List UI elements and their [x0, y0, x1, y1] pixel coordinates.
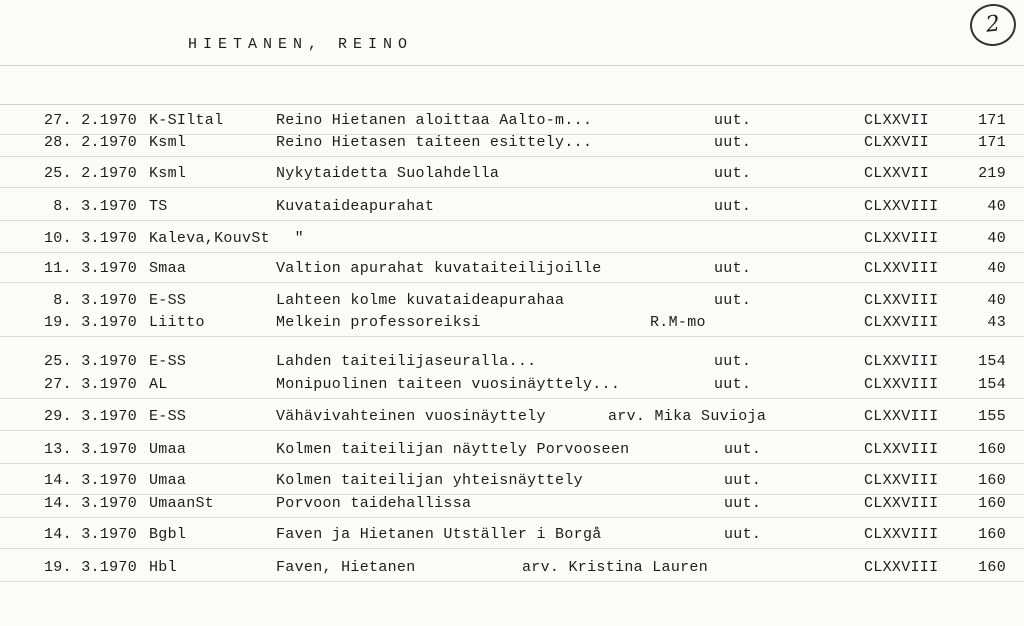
page-cell: 40 — [987, 260, 1006, 277]
newspaper-cell: Liitto — [149, 314, 205, 331]
row-rule — [0, 282, 1024, 283]
table-row — [0, 313, 1024, 335]
newspaper-cell: K-SIltal — [149, 112, 224, 129]
note-cell: uut. — [714, 292, 752, 309]
table-row — [0, 229, 1024, 251]
article-title-cell: Porvoon taidehallissa — [276, 495, 472, 512]
page-cell: 43 — [987, 314, 1006, 331]
note-cell: uut. — [724, 526, 762, 543]
volume-cell: CLXXVIII — [864, 376, 939, 393]
newspaper-cell: Ksml — [149, 134, 187, 151]
newspaper-cell: UmaanSt — [149, 495, 215, 512]
volume-cell: CLXXVIII — [864, 353, 939, 370]
row-rule — [0, 252, 1024, 253]
newspaper-cell: Ksml — [149, 165, 187, 182]
article-title-cell: Vähävivahteinen vuosinäyttely — [276, 408, 546, 425]
note-cell: uut. — [714, 165, 752, 182]
page-cell: 160 — [978, 441, 1006, 458]
page-cell: 40 — [987, 198, 1006, 215]
date-cell: 28. 2.1970 — [43, 134, 137, 151]
volume-cell: CLXXVIII — [864, 495, 939, 512]
page-number-mark: 2 — [968, 2, 1018, 49]
date-cell: 14. 3.1970 — [43, 472, 137, 489]
note-cell: uut. — [724, 495, 762, 512]
table-top-rule — [0, 104, 1024, 105]
date-cell: 29. 3.1970 — [43, 408, 137, 425]
volume-cell: CLXXVIII — [864, 559, 939, 576]
page-cell: 155 — [978, 408, 1006, 425]
header-rule — [0, 65, 1024, 66]
date-cell: 25. 2.1970 — [43, 165, 137, 182]
volume-cell: CLXXVIII — [864, 441, 939, 458]
table-row — [0, 494, 1024, 516]
card-header-name: HIETANEN, REINO — [188, 36, 414, 53]
row-rule — [0, 398, 1024, 399]
table-row — [0, 291, 1024, 313]
newspaper-cell: Umaa — [149, 472, 187, 489]
table-row — [0, 164, 1024, 186]
volume-cell: CLXXVIII — [864, 230, 939, 247]
article-title-cell: Faven ja Hietanen Utställer i Borgå — [276, 526, 602, 543]
table-row — [0, 558, 1024, 580]
table-row — [0, 525, 1024, 547]
date-cell: 27. 2.1970 — [43, 112, 137, 129]
volume-cell: CLXXVIII — [864, 408, 939, 425]
article-title-cell: Lahteen kolme kuvataideapurahaa — [276, 292, 565, 309]
article-title-cell: Lahden taiteilijaseuralla... — [276, 353, 537, 370]
date-cell: 8. 3.1970 — [53, 292, 137, 309]
page-cell: 160 — [978, 472, 1006, 489]
page-cell: 160 — [978, 526, 1006, 543]
date-cell: 19. 3.1970 — [43, 559, 137, 576]
article-title-cell: Nykytaidetta Suolahdella — [276, 165, 500, 182]
article-title-cell: Kolmen taiteilijan yhteisnäyttely — [276, 472, 583, 489]
row-rule — [0, 463, 1024, 464]
page-cell: 219 — [978, 165, 1006, 182]
newspaper-cell: E-SS — [149, 353, 187, 370]
volume-cell: CLXXVIII — [864, 314, 939, 331]
note-cell: uut. — [714, 260, 752, 277]
article-title-cell: Faven, Hietanen — [276, 559, 416, 576]
page-cell: 160 — [978, 495, 1006, 512]
page-cell: 40 — [987, 292, 1006, 309]
article-title-cell: Reino Hietasen taiteen esittely... — [276, 134, 593, 151]
note-cell: uut. — [714, 376, 752, 393]
row-rule — [0, 336, 1024, 337]
table-row — [0, 197, 1024, 219]
article-title-cell: Valtion apurahat kuvataiteilijoille — [276, 260, 602, 277]
table-row — [0, 407, 1024, 429]
date-cell: 27. 3.1970 — [43, 376, 137, 393]
date-cell: 11. 3.1970 — [43, 260, 137, 277]
page-cell: 40 — [987, 230, 1006, 247]
note-cell: uut. — [714, 134, 752, 151]
table-row — [0, 133, 1024, 155]
volume-cell: CLXXVII — [864, 134, 930, 151]
row-rule — [0, 430, 1024, 431]
row-rule — [0, 156, 1024, 157]
page-cell: 160 — [978, 559, 1006, 576]
newspaper-cell: Hbl — [149, 559, 177, 576]
article-title-cell: Reino Hietanen aloittaa Aalto-m... — [276, 112, 593, 129]
page-cell: 154 — [978, 376, 1006, 393]
note-cell: arv. Kristina Lauren — [522, 559, 709, 576]
table-row — [0, 440, 1024, 462]
newspaper-cell: Bgbl — [149, 526, 187, 543]
row-rule — [0, 220, 1024, 221]
date-cell: 25. 3.1970 — [43, 353, 137, 370]
date-cell: 19. 3.1970 — [43, 314, 137, 331]
row-rule — [0, 548, 1024, 549]
newspaper-cell: Kaleva,KouvSt — [149, 230, 270, 247]
row-rule — [0, 187, 1024, 188]
page-cell: 171 — [978, 112, 1006, 129]
date-cell: 14. 3.1970 — [43, 526, 137, 543]
note-cell: uut. — [724, 472, 762, 489]
table-row — [0, 375, 1024, 397]
date-cell: 10. 3.1970 — [43, 230, 137, 247]
date-cell: 13. 3.1970 — [43, 441, 137, 458]
newspaper-cell: TS — [149, 198, 168, 215]
volume-cell: CLXXVIII — [864, 472, 939, 489]
volume-cell: CLXXVII — [864, 112, 930, 129]
newspaper-cell: E-SS — [149, 408, 187, 425]
row-rule — [0, 581, 1024, 582]
article-title-cell: Kolmen taiteilijan näyttely Porvooseen — [276, 441, 630, 458]
volume-cell: CLXXVIII — [864, 260, 939, 277]
table-row — [0, 471, 1024, 493]
newspaper-cell: Smaa — [149, 260, 187, 277]
note-cell: R.M-mo — [650, 314, 706, 331]
volume-cell: CLXXVIII — [864, 198, 939, 215]
volume-cell: CLXXVII — [864, 165, 930, 182]
note-cell: uut. — [714, 198, 752, 215]
article-title-cell: " — [276, 230, 304, 247]
newspaper-cell: Umaa — [149, 441, 187, 458]
newspaper-cell: AL — [149, 376, 168, 393]
volume-cell: CLXXVIII — [864, 292, 939, 309]
date-cell: 8. 3.1970 — [53, 198, 137, 215]
note-cell: uut. — [714, 353, 752, 370]
table-row — [0, 352, 1024, 374]
article-title-cell: Monipuolinen taiteen vuosinäyttely... — [276, 376, 621, 393]
article-title-cell: Kuvataideapurahat — [276, 198, 435, 215]
page-cell: 171 — [978, 134, 1006, 151]
table-row — [0, 259, 1024, 281]
volume-cell: CLXXVIII — [864, 526, 939, 543]
newspaper-cell: E-SS — [149, 292, 187, 309]
note-cell: arv. Mika Suvioja — [608, 408, 767, 425]
note-cell: uut. — [714, 112, 752, 129]
table-row — [0, 111, 1024, 133]
note-cell: uut. — [724, 441, 762, 458]
page-cell: 154 — [978, 353, 1006, 370]
article-title-cell: Melkein professoreiksi — [276, 314, 481, 331]
row-rule — [0, 517, 1024, 518]
date-cell: 14. 3.1970 — [43, 495, 137, 512]
